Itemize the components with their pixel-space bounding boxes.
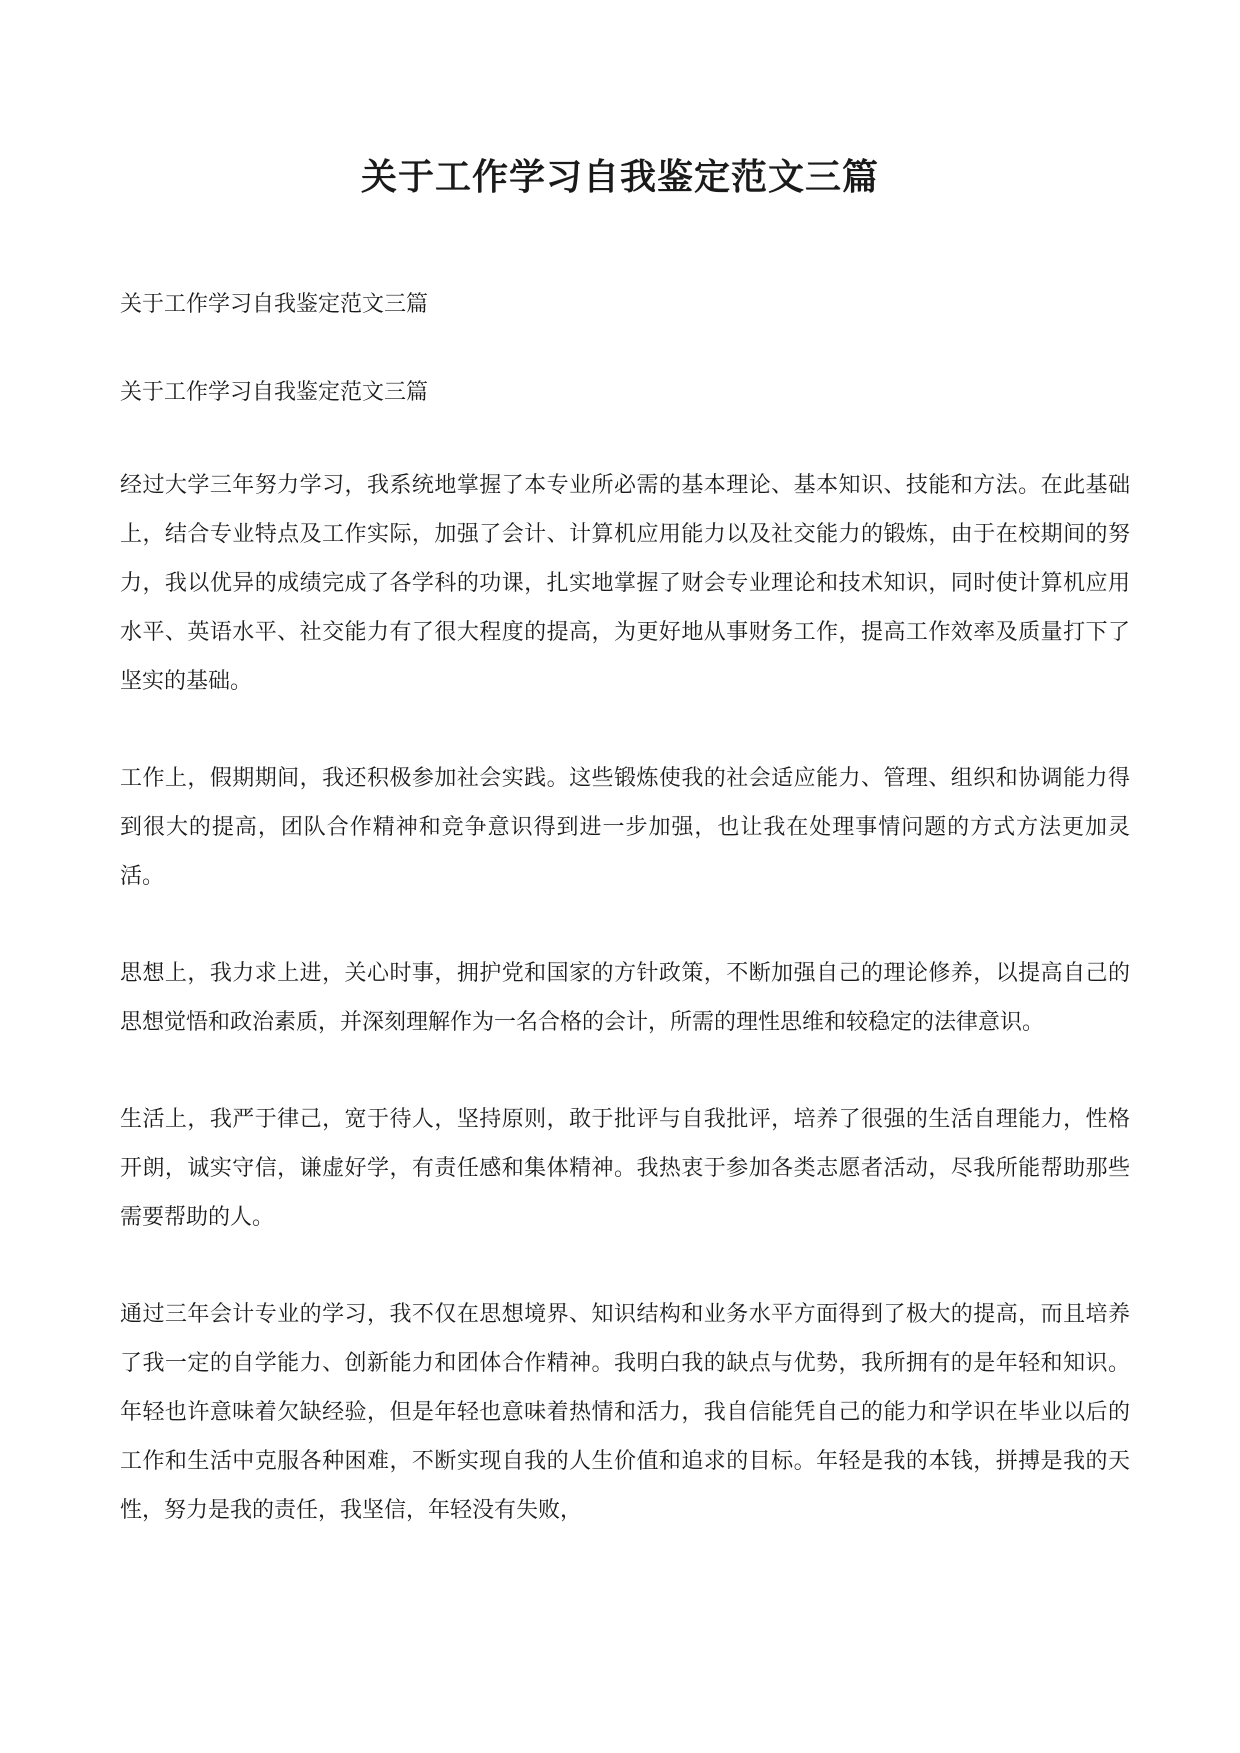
document-subtitle: 关于工作学习自我鉴定范文三篇 — [120, 380, 429, 405]
paragraph-work: 工作上，假期期间，我还积极参加社会实践。这些锻炼使我的社会适应能力、管理、组织和协调能力得到很大的提高，团队合作精神和竞争意识得到进一步加强，也让我在处理事情问题的方式方法更加灵活。 — [120, 766, 1130, 889]
document-subtitle: 关于工作学习自我鉴定范文三篇 — [120, 292, 429, 317]
document-title: 关于工作学习自我鉴定范文三篇 — [360, 156, 879, 198]
paragraph-summary: 通过三年会计专业的学习，我不仅在思想境界、知识结构和业务水平方面得到了极大的提高，而且培养了我一定的自学能力、创新能力和团体合作精神。我明白我的缺点与优势，我所拥有的是年轻和知识。年轻也许意味着欠缺经验，但是年轻也意味着热情和活力，我自信能凭自己的能力和学识在毕业以后的工作和生活中克服各种困难，不断实现自我的人生价值和追求的目标。年轻是我的本钱，拼搏是我的天性，努力是我的责任，我坚信，年轻没有失败， — [120, 1302, 1130, 1523]
paragraph-thought: 思想上，我力求上进，关心时事，拥护党和国家的方针政策，不断加强自己的理论修养，以提高自己的思想觉悟和政治素质，并深刻理解作为一名合格的会计，所需的理性思维和较稳定的法律意识。 — [120, 961, 1130, 1035]
paragraph-study: 经过大学三年努力学习，我系统地掌握了本专业所必需的基本理论、基本知识、技能和方法。在此基础上，结合专业特点及工作实际，加强了会计、计算机应用能力以及社交能力的锻炼，由于在校期间的努力，我以优异的成绩完成了各学科的功课，扎实地掌握了财会专业理论和技术知识，同时使计算机应用水平、英语水平、社交能力有了很大程度的提高，为更好地从事财务工作，提高工作效率及质量打下了坚实的基础。 — [120, 473, 1130, 694]
document-body — [120, 285, 1130, 1583]
paragraph-life: 生活上，我严于律己，宽于待人，坚持原则，敢于批评与自我批评，培养了很强的生活自理能力，性格开朗，诚实守信，谦虚好学，有责任感和集体精神。我热衷于参加各类志愿者活动，尽我所能帮助那些需要帮助的人。 — [120, 1107, 1130, 1230]
